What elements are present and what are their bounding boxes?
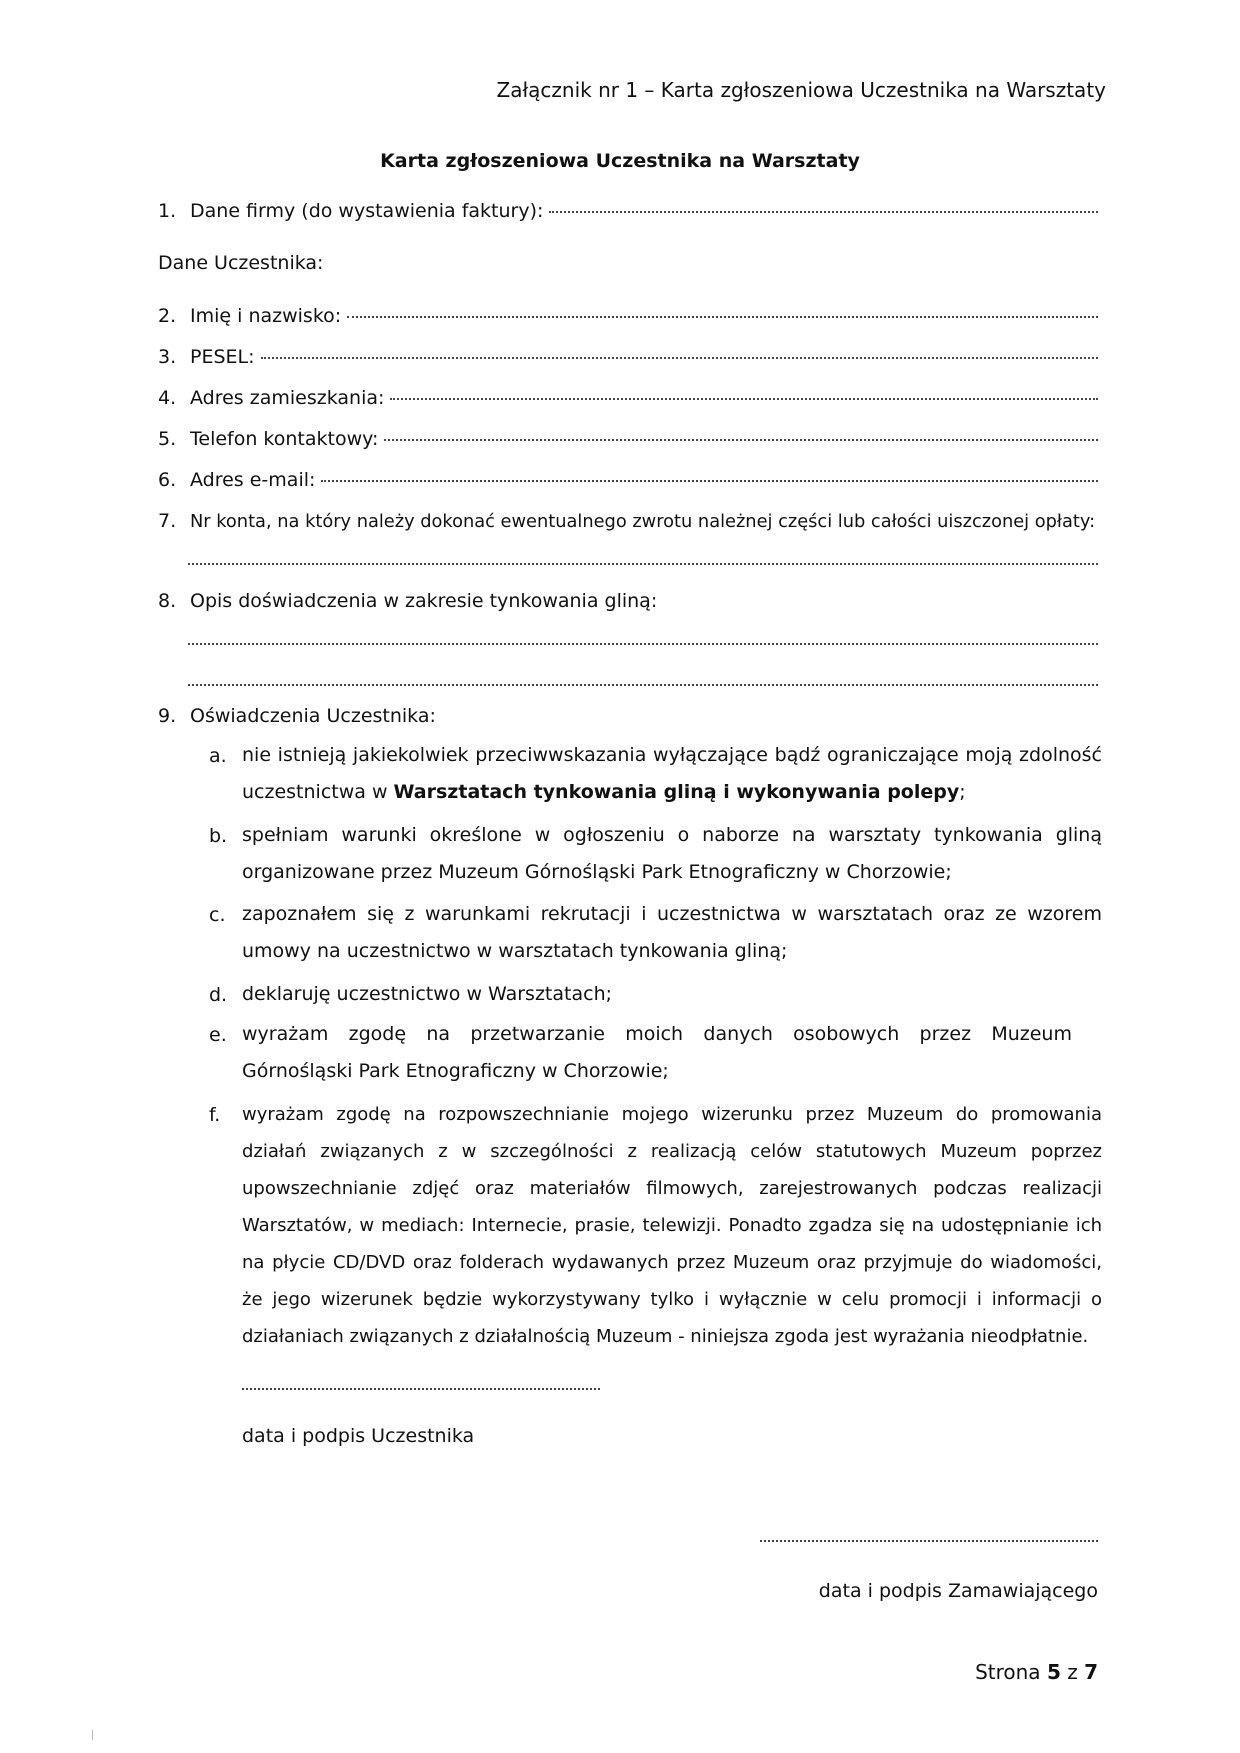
statement-a	[242, 737, 1102, 811]
field-number: 4.	[158, 387, 177, 409]
statement-c: zapoznałem się z warunkami rekrutacji i uczestnictwa w warsztatach oraz ze wzorem umowy na uczestnictwo w warsztatach tynkowania gliną;	[242, 903, 1102, 962]
statement-b: spełniam warunki określone w ogłoszeniu o naborze na warsztaty tynkowania gliną organizowane przez Muzeum Górnośląski Park Etnograficzny w Chorzowie;	[242, 824, 1102, 883]
statement-letter: e.	[209, 1024, 227, 1046]
fill-line[interactable]	[321, 480, 1098, 482]
fill-line[interactable]	[549, 211, 1098, 213]
field-label: Nr konta, na który należy dokonać ewentualnego zwrotu należnej części lub całości uiszczonej opłaty:	[190, 511, 1096, 532]
page-number	[975, 1660, 1098, 1684]
fill-line[interactable]	[390, 398, 1098, 400]
field-number: 7.	[158, 510, 177, 532]
bank-account-fill-line[interactable]	[188, 563, 1098, 565]
experience-fill-line-1[interactable]	[188, 643, 1098, 645]
field-name[interactable]	[158, 305, 1098, 328]
field-bank-account	[158, 510, 1118, 533]
scan-artifact	[92, 1730, 93, 1740]
field-number: 8.	[158, 590, 177, 612]
field-declarations	[158, 705, 1098, 728]
field-number: 6.	[158, 469, 177, 491]
statement-a-text: nie istnieją jakiekolwiek przeciwwskazania wyłączające bądź ograniczające moją zdolność uczestnictwa w	[242, 744, 1102, 803]
field-label: Opis doświadczenia w zakresie tynkowania gliną:	[190, 590, 658, 612]
field-number: 5.	[158, 428, 177, 450]
statement-a-bold: Warsztatach tynkowania gliną i wykonywania polepy	[393, 781, 960, 803]
field-number: 1.	[158, 200, 177, 222]
fill-line[interactable]	[261, 357, 1098, 359]
field-label: Imię i nazwisko:	[190, 305, 342, 327]
statement-letter: c.	[209, 904, 226, 926]
participant-signature-label: data i podpis Uczestnika	[242, 1425, 475, 1447]
fill-line[interactable]	[384, 439, 1098, 441]
experience-fill-line-2[interactable]	[188, 684, 1098, 686]
field-label: Dane firmy (do wystawienia faktury):	[190, 200, 544, 222]
statement-e: wyrażam zgodę na przetwarzanie moich danych osobowych przez Muzeum Górnośląski Park Etnograficzny w Chorzowie;	[242, 1023, 1072, 1082]
field-address[interactable]	[158, 387, 1098, 410]
field-label: Oświadczenia Uczestnika:	[190, 705, 436, 727]
page-separator: z	[1067, 1660, 1078, 1684]
statement-a-end: ;	[959, 781, 966, 803]
field-number: 9.	[158, 705, 177, 727]
page-prefix: Strona	[975, 1660, 1041, 1684]
field-email[interactable]	[158, 469, 1098, 492]
form-title: Karta zgłoszeniowa Uczestnika na Warsztaty	[380, 150, 860, 172]
page-total: 7	[1084, 1660, 1098, 1684]
page-current: 5	[1046, 1660, 1061, 1684]
annex-header: Załącznik nr 1 – Karta zgłoszeniowa Uczestnika na Warsztaty	[496, 78, 1106, 102]
participant-heading: Dane Uczestnika:	[158, 252, 324, 274]
field-label: PESEL:	[190, 346, 255, 368]
field-label: Telefon kontaktowy:	[190, 428, 379, 450]
orderer-signature-label: data i podpis Zamawiającego	[818, 1580, 1098, 1602]
statement-letter: b.	[209, 825, 228, 847]
statement-letter: f.	[209, 1104, 221, 1126]
statement-letter: d.	[209, 984, 228, 1006]
field-label: Adres zamieszkania:	[190, 387, 385, 409]
field-number: 2.	[158, 305, 177, 327]
field-experience	[158, 590, 1098, 613]
statement-letter: a.	[209, 745, 227, 767]
field-company[interactable]	[158, 200, 1098, 223]
fill-line[interactable]	[347, 316, 1098, 318]
statement-d: deklaruję uczestnictwo w Warsztatach;	[242, 983, 613, 1005]
field-pesel[interactable]	[158, 346, 1098, 369]
statement-f: wyrażam zgodę na rozpowszechnianie mojego wizerunku przez Muzeum do promowania działań związanych z w szczególności z realizacją celów statutowych Muzeum poprzez upowszechnianie zdjęć oraz materiałów filmowych, zarejestrowanych podczas realizacji Warsztatów, w mediach: Internecie, prasie, telewizji. Ponadto zgadza się na udostępnianie ich na płycie CD/DVD oraz folderach wydawanych przez Muzeum oraz przyjmuje do wiadomości, że jego wizerunek będzie wykorzystywany tylko i wyłącznie w celu promocji i informacji o działaniach związanych z działalnością Muzeum - niniejsza zgoda jest wyrażania nieodpłatnie.	[242, 1104, 1102, 1347]
orderer-signature-line[interactable]	[760, 1540, 1098, 1542]
participant-signature-line[interactable]	[242, 1388, 600, 1390]
field-label: Adres e-mail:	[190, 469, 316, 491]
field-phone[interactable]	[158, 428, 1098, 451]
field-number: 3.	[158, 346, 177, 368]
